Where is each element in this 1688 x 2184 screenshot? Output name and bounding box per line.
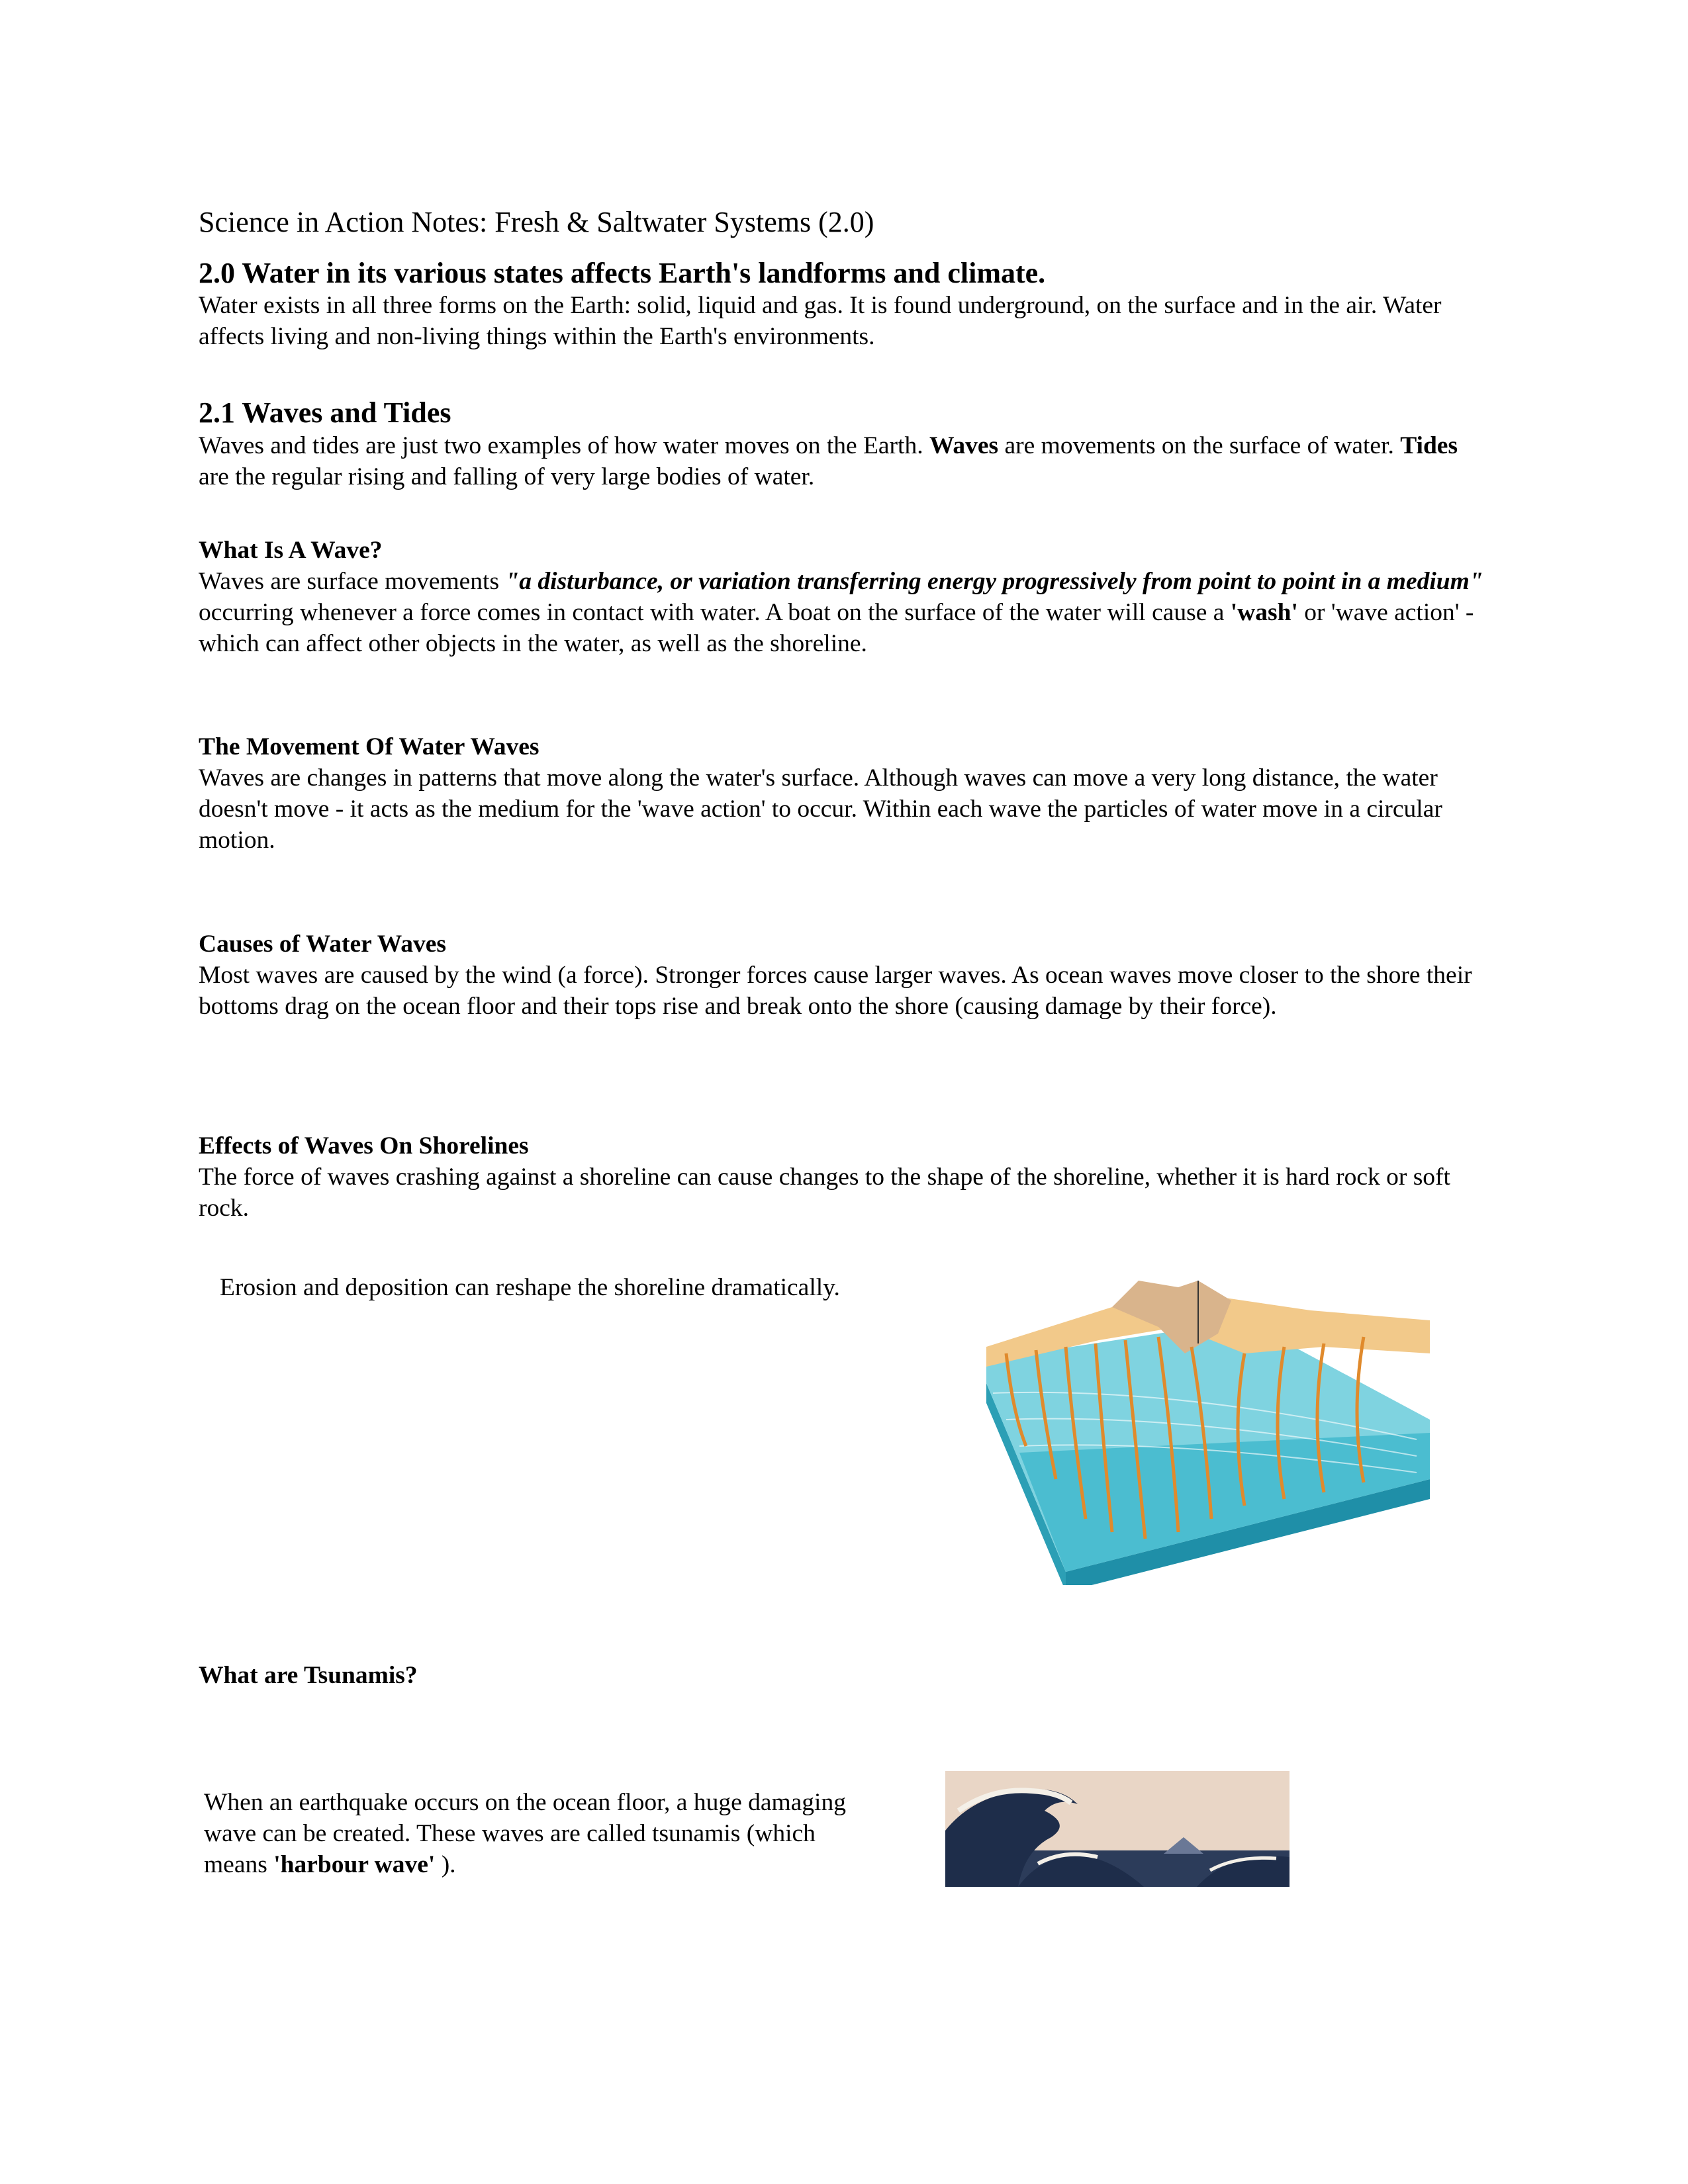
tsunamis-text-b: ). [435, 1851, 456, 1878]
tsunami-illustration [945, 1771, 1289, 1887]
wave-text-a: Waves are surface movements [199, 568, 506, 595]
section-2-1-text [199, 430, 1489, 492]
causes-heading: Causes of Water Waves [199, 931, 446, 958]
effects-heading: Effects of Waves On Shorelines [199, 1132, 529, 1160]
section-2-1-text-a: Waves and tides are just two examples of how water moves on the Earth. [199, 432, 929, 459]
tsunamis-heading: What are Tsunamis? [199, 1662, 418, 1689]
wave-text-c: or 'wave action' - which can affect other objects in the water, as well as the shoreline. [199, 599, 1474, 657]
section-2-1-heading: 2.1 Waves and Tides [199, 396, 451, 429]
movement-heading: The Movement Of Water Waves [199, 733, 539, 760]
wave-text-b: occurring whenever a force comes in contact with water. A boat on the surface of the water will cause a [199, 599, 1231, 626]
shoreline-diagram [980, 1281, 1443, 1585]
what-is-a-wave-heading: What Is A Wave? [199, 537, 383, 564]
wave-definition-quote: "a disturbance, or variation transferring energy progressively from point to point in a medium" [505, 568, 1483, 595]
erosion-caption: Erosion and deposition can reshape the shoreline dramatically. [220, 1274, 840, 1301]
effects-text: The force of waves crashing against a shoreline can cause changes to the shape of the shoreline, whether it is hard rock or soft rock. [199, 1163, 1450, 1222]
tsunamis-text-a: When an earthquake occurs on the ocean floor, a huge damaging wave can be created. These waves are called tsunamis (which means [204, 1789, 846, 1878]
what-is-a-wave-text [199, 566, 1489, 659]
causes-text: Most waves are caused by the wind (a force). Stronger forces cause larger waves. As ocean waves move closer to the shore their bottoms drag on the ocean floor and their tops rise and break onto the shore (causing damage by their force). [199, 962, 1472, 1020]
term-wash: 'wash' [1230, 599, 1298, 626]
term-harbour-wave: 'harbour wave' [273, 1851, 436, 1878]
term-tides: Tides [1400, 432, 1458, 459]
movement-text: Waves are changes in patterns that move along the water's surface. Although waves can move a very long distance, the water doesn't move - it acts as the medium for the 'wave action' to occur. Within each wave the particles of water move in a circular motion. [199, 764, 1442, 854]
section-2-0-text: Water exists in all three forms on the Earth: solid, liquid and gas. It is found underground, on the surface and in the air. Water affects living and non-living things within the Earth's environments. [199, 292, 1442, 350]
section-2-1-text-b: are movements on the surface of water. [998, 432, 1401, 459]
document-title: Science in Action Notes: Fresh & Saltwater Systems (2.0) [199, 206, 874, 238]
tsunamis-text [204, 1787, 846, 1880]
section-2-0-heading: 2.0 Water in its various states affects Earth's landforms and climate. [199, 257, 1046, 289]
section-2-1-text-c: are the regular rising and falling of very large bodies of water. [199, 463, 815, 490]
term-waves: Waves [929, 432, 999, 459]
